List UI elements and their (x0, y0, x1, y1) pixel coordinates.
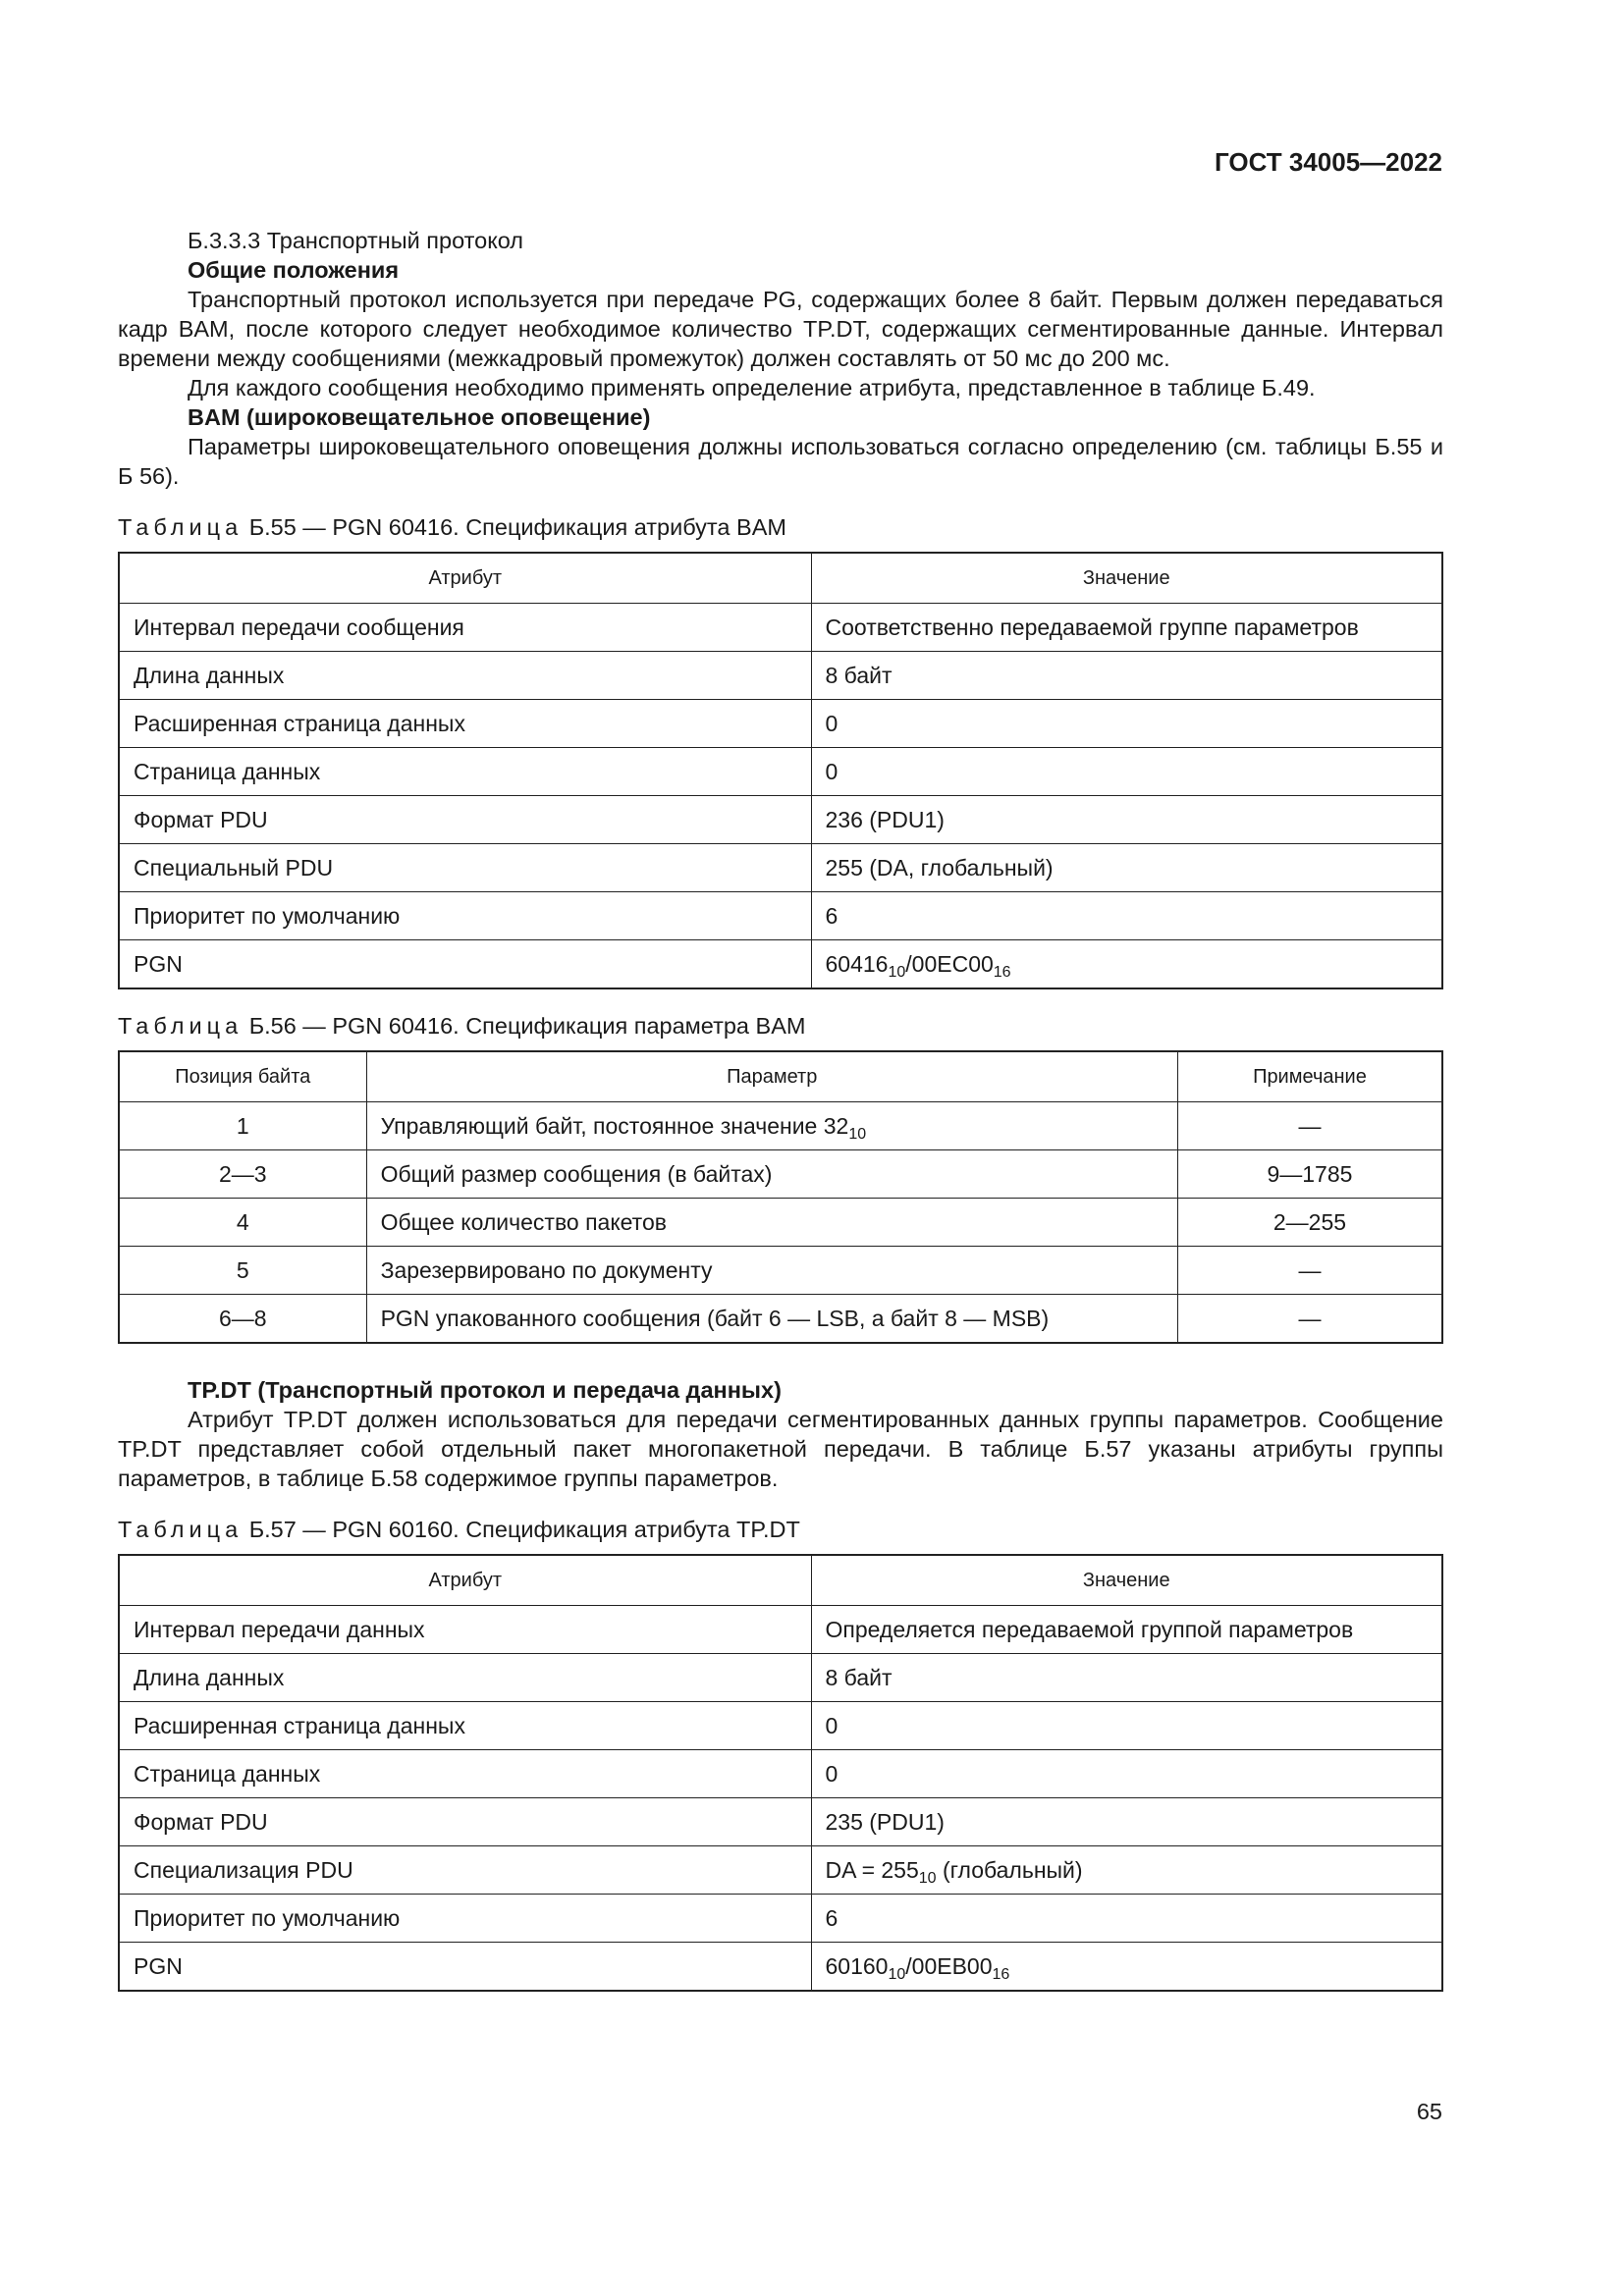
pgn-decimal-base: 10 (888, 964, 906, 981)
table-cell: 6 (811, 1895, 1442, 1943)
table-cell: 5 (119, 1247, 366, 1295)
table57-caption-prefix: Таблица (118, 1517, 244, 1542)
table-row (119, 892, 1442, 940)
table-row (119, 1295, 1442, 1344)
param-base: 10 (848, 1126, 867, 1143)
table-row (119, 700, 1442, 748)
table55-caption-text: Б.55 — PGN 60416. Спецификация атрибута BAM (248, 514, 786, 540)
bam-paragraph: Параметры широковещательного оповещения должны использоваться согласно определению (см. таблицы Б.55 и Б 56). (118, 434, 1443, 489)
table-cell: 2—255 (1177, 1199, 1442, 1247)
table-cell: Длина данных (119, 1654, 811, 1702)
table-cell: Страница данных (119, 748, 811, 796)
bam-heading: BAM (широковещательное оповещение) (188, 404, 651, 430)
table-cell: Приоритет по умолчанию (119, 892, 811, 940)
table-cell: — (1177, 1102, 1442, 1150)
table-cell: Специальный PDU (119, 844, 811, 892)
table-cell: Соответственно передаваемой группе параметров (811, 604, 1442, 652)
page-number: 65 (1416, 2099, 1442, 2124)
pgn-value-cell (811, 940, 1442, 989)
table55-caption-prefix: Таблица (118, 514, 244, 540)
table-row (119, 604, 1442, 652)
table-row (119, 796, 1442, 844)
pgn-hex-base: 16 (993, 964, 1011, 981)
table-cell: Специализация PDU (119, 1846, 811, 1895)
table-header-cell: Примечание (1177, 1051, 1442, 1102)
table-cell: Страница данных (119, 1750, 811, 1798)
section-title: Б.3.3.3 Транспортный протокол (188, 228, 524, 253)
table-cell: Формат PDU (119, 796, 811, 844)
table-row (119, 1750, 1442, 1798)
table-cell: 6—8 (119, 1295, 366, 1344)
table-cell: 8 байт (811, 1654, 1442, 1702)
table-cell: 236 (PDU1) (811, 796, 1442, 844)
table-cell: 4 (119, 1199, 366, 1247)
pgn-hex-base: 16 (992, 1966, 1010, 1983)
table-row-pgn (119, 940, 1442, 989)
table-header-cell: Позиция байта (119, 1051, 366, 1102)
pgn-decimal-base: 10 (888, 1966, 906, 1983)
table-row (119, 844, 1442, 892)
table-cell: — (1177, 1247, 1442, 1295)
table-cell: Общий размер сообщения (в байтах) (366, 1150, 1177, 1199)
table55 (118, 552, 1443, 989)
attribute-paragraph: Для каждого сообщения необходимо применять определение атрибута, представленное в таблице Б.49. (188, 375, 1316, 400)
table-cell: 9—1785 (1177, 1150, 1442, 1199)
table-cell: Определяется передаваемой группой параметров (811, 1606, 1442, 1654)
general-heading: Общие положения (188, 257, 400, 283)
table-row (119, 1846, 1442, 1895)
table-cell: Общее количество пакетов (366, 1199, 1177, 1247)
table56-caption (118, 1011, 1443, 1041)
table-cell: Зарезервировано по документу (366, 1247, 1177, 1295)
param-text: Управляющий байт, постоянное значение 32 (380, 1113, 849, 1139)
table-cell: 2—3 (119, 1150, 366, 1199)
pgn-decimal: 60416 (825, 951, 889, 977)
table-cell: 0 (811, 700, 1442, 748)
pgn-value-cell (811, 1943, 1442, 1992)
spec-value: DA = 255 (825, 1857, 919, 1883)
table-cell: Интервал передачи сообщения (119, 604, 811, 652)
table-cell: Интервал передачи данных (119, 1606, 811, 1654)
table-cell (811, 1846, 1442, 1895)
table-cell: PGN упакованного сообщения (байт 6 — LSB, а байт 8 — MSB) (366, 1295, 1177, 1344)
table-cell: Расширенная страница данных (119, 700, 811, 748)
page-content (118, 226, 1443, 1992)
table57 (118, 1554, 1443, 1992)
table56 (118, 1050, 1443, 1344)
table-row (119, 1702, 1442, 1750)
table-cell: 6 (811, 892, 1442, 940)
standard-header: ГОСТ 34005—2022 (1215, 147, 1442, 177)
table-cell: 235 (PDU1) (811, 1798, 1442, 1846)
table-header-row (119, 1555, 1442, 1606)
table-row (119, 1654, 1442, 1702)
table-cell: Расширенная страница данных (119, 1702, 811, 1750)
table-row (119, 1199, 1442, 1247)
table-cell: 1 (119, 1102, 366, 1150)
table-header-cell: Параметр (366, 1051, 1177, 1102)
table-cell: 255 (DA, глобальный) (811, 844, 1442, 892)
table-cell (366, 1102, 1177, 1150)
table-cell: 8 байт (811, 652, 1442, 700)
table56-caption-text: Б.56 — PGN 60416. Спецификация параметра BAM (248, 1013, 806, 1039)
table-cell: Длина данных (119, 652, 811, 700)
tpdt-heading: TP.DT (Транспортный протокол и передача данных) (188, 1377, 782, 1403)
table-cell: PGN (119, 1943, 811, 1992)
table-cell: — (1177, 1295, 1442, 1344)
table55-caption (118, 512, 1443, 542)
table-cell: Формат PDU (119, 1798, 811, 1846)
table-header-cell: Значение (811, 553, 1442, 604)
table-row (119, 1798, 1442, 1846)
table-row (119, 1102, 1442, 1150)
table57-caption-text: Б.57 — PGN 60160. Спецификация атрибута TP.DT (248, 1517, 800, 1542)
tpdt-paragraph: Атрибут TP.DT должен использоваться для передачи сегментированных данных группы параметров. Сообщение TP.DT представляет собой отдельный пакет многопакетной передачи. В таблице Б.57 указаны атрибуты группы параметров, в таблице Б.58 содержимое группы параметров. (118, 1407, 1443, 1491)
pgn-decimal: 60160 (825, 1953, 889, 1979)
table-row (119, 1247, 1442, 1295)
table-row (119, 1606, 1442, 1654)
table-cell: Приоритет по умолчанию (119, 1895, 811, 1943)
table-header-row (119, 553, 1442, 604)
table-cell: 0 (811, 1702, 1442, 1750)
table-cell: PGN (119, 940, 811, 989)
spec-value-base: 10 (918, 1870, 937, 1887)
table-row (119, 1150, 1442, 1199)
table56-caption-prefix: Таблица (118, 1013, 244, 1039)
table57-caption (118, 1515, 1443, 1544)
table-row-pgn (119, 1943, 1442, 1992)
table-header-row (119, 1051, 1442, 1102)
pgn-hex: /00EC00 (905, 951, 994, 977)
table-header-cell: Атрибут (119, 1555, 811, 1606)
table-header-cell: Атрибут (119, 553, 811, 604)
tpdt-section (118, 1375, 1443, 1493)
general-paragraph: Транспортный протокол используется при передаче PG, содержащих более 8 байт. Первым должен передаваться кадр BAM, после которого следует необходимое количество TP.DT, содержащих сегментированные данные. Интервал времени между сообщениями (межкадровый промежуток) должен составлять от 50 мс до 200 мс. (118, 287, 1443, 371)
table-cell: 0 (811, 1750, 1442, 1798)
table-row (119, 748, 1442, 796)
pgn-hex: /00EB00 (905, 1953, 993, 1979)
table-row (119, 1895, 1442, 1943)
spec-value-suffix: (глобальный) (936, 1857, 1083, 1883)
table-cell: 0 (811, 748, 1442, 796)
table-row (119, 652, 1442, 700)
table-header-cell: Значение (811, 1555, 1442, 1606)
